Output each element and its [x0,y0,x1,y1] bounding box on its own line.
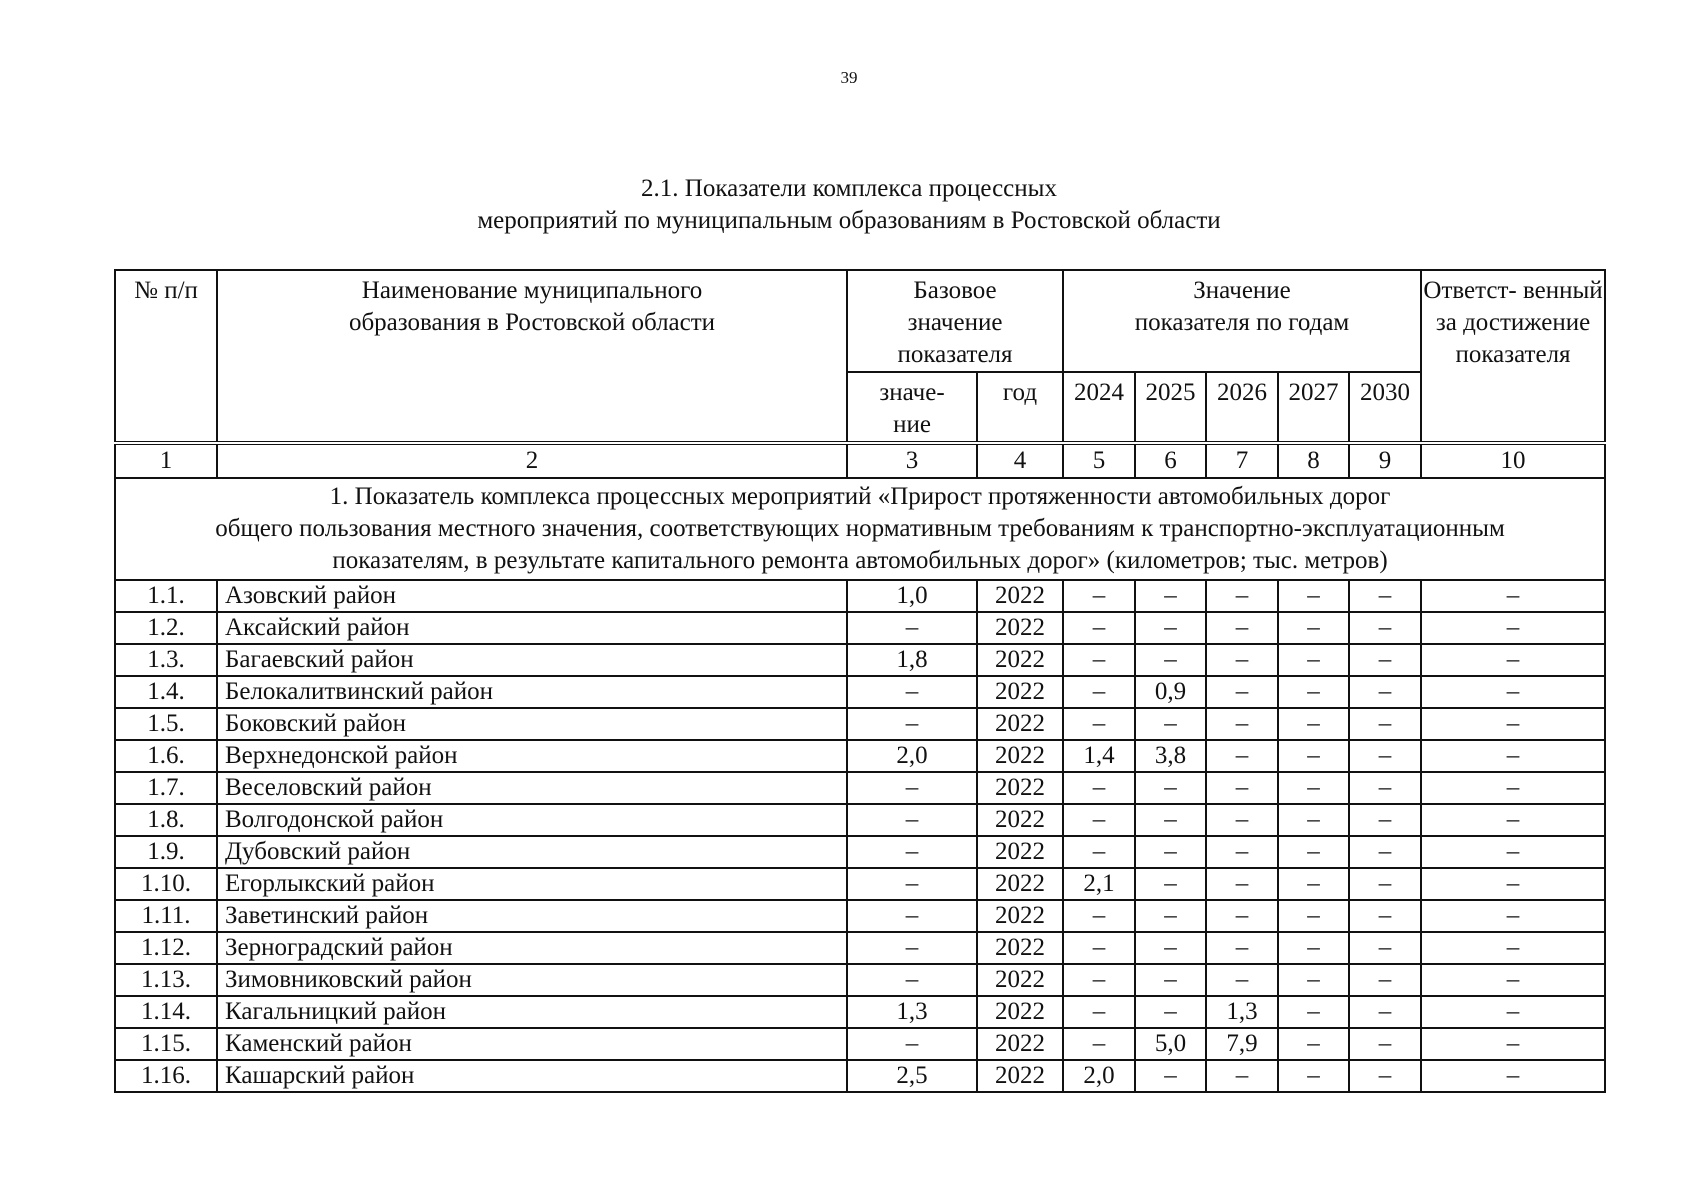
responsible: – [1421,580,1605,612]
value-2026: – [1206,740,1278,772]
base-value: – [847,900,977,932]
value-2030: – [1349,1028,1421,1060]
responsible: – [1421,932,1605,964]
value-2026: 7,9 [1206,1028,1278,1060]
table-row [115,836,1605,868]
header-base-year: год [977,372,1063,443]
value-2024: 2,0 [1063,1060,1135,1092]
header-base: Базовое значение показателя [847,270,1063,372]
column-number: 7 [1206,443,1278,478]
value-2030: – [1349,964,1421,996]
row-number: 1.9. [115,836,217,868]
row-number: 1.7. [115,772,217,804]
header-name: Наименование муниципального образования в Ростовской области [217,270,847,443]
row-number: 1.3. [115,644,217,676]
value-2025: – [1135,1060,1206,1092]
base-year: 2022 [977,772,1063,804]
indicators-table [114,269,1606,1093]
table-row [115,676,1605,708]
value-2030: – [1349,708,1421,740]
base-year: 2022 [977,996,1063,1028]
table-row [115,900,1605,932]
column-number: 8 [1278,443,1349,478]
base-value: – [847,804,977,836]
value-2024: – [1063,932,1135,964]
table-row [115,868,1605,900]
responsible: – [1421,836,1605,868]
base-value: – [847,836,977,868]
value-2026: – [1206,932,1278,964]
value-2027: – [1278,836,1349,868]
value-2030: – [1349,772,1421,804]
value-2025: – [1135,996,1206,1028]
base-value: – [847,964,977,996]
responsible: – [1421,1028,1605,1060]
header-year-2024: 2024 [1063,372,1135,443]
value-2024: 1,4 [1063,740,1135,772]
responsible: – [1421,772,1605,804]
table-row [115,1028,1605,1060]
base-year: 2022 [977,740,1063,772]
value-2026: – [1206,836,1278,868]
base-value: 2,5 [847,1060,977,1092]
base-year: 2022 [977,836,1063,868]
base-year: 2022 [977,676,1063,708]
base-value: – [847,676,977,708]
page-number: 39 [840,68,858,87]
section-heading-line-3: показателям, в результате капитального ремонта автомобильных дорог» (километров; тыс. метров) [332,547,1388,574]
value-2025: – [1135,580,1206,612]
value-2027: – [1278,932,1349,964]
table-row [115,612,1605,644]
value-2030: – [1349,644,1421,676]
column-number: 10 [1421,443,1605,478]
table-header [115,270,1605,443]
base-value: – [847,772,977,804]
municipality-name: Егорлыкский район [217,868,847,900]
value-2030: – [1349,932,1421,964]
municipality-name: Верхнедонской район [217,740,847,772]
base-year: 2022 [977,1028,1063,1060]
responsible: – [1421,996,1605,1028]
value-2030: – [1349,676,1421,708]
value-2027: – [1278,804,1349,836]
value-2024: – [1063,772,1135,804]
section-heading-line-1: 1. Показатель комплекса процессных мероприятий «Прирост протяженности автомобильных дорог [329,483,1391,510]
value-2026: – [1206,900,1278,932]
base-year: 2022 [977,964,1063,996]
base-value: – [847,1028,977,1060]
responsible: – [1421,612,1605,644]
value-2026: – [1206,708,1278,740]
value-2024: – [1063,676,1135,708]
value-2026: 1,3 [1206,996,1278,1028]
value-2025: – [1135,964,1206,996]
value-2025: – [1135,708,1206,740]
value-2024: 2,1 [1063,868,1135,900]
table-body [115,580,1605,1092]
base-year: 2022 [977,708,1063,740]
responsible: – [1421,1060,1605,1092]
value-2030: – [1349,804,1421,836]
base-value: 2,0 [847,740,977,772]
row-number: 1.10. [115,868,217,900]
value-2025: – [1135,804,1206,836]
base-value: – [847,932,977,964]
value-2027: – [1278,996,1349,1028]
value-2026: – [1206,964,1278,996]
value-2027: – [1278,676,1349,708]
value-2030: – [1349,868,1421,900]
column-number: 4 [977,443,1063,478]
responsible: – [1421,740,1605,772]
value-2024: – [1063,644,1135,676]
table-title-line-2: мероприятий по муниципальным образованиям в Ростовской области [477,207,1221,234]
base-value: – [847,868,977,900]
section-heading [115,478,1605,580]
value-2024: – [1063,708,1135,740]
table-row [115,644,1605,676]
municipality-name: Волгодонской район [217,804,847,836]
table-row [115,708,1605,740]
base-value: – [847,612,977,644]
section-heading-line-2: общего пользования местного значения, соответствующих нормативным требованиям к транспортно-эксплуатационным [215,515,1505,542]
table-row [115,772,1605,804]
table-row [115,740,1605,772]
value-2030: – [1349,612,1421,644]
value-2024: – [1063,900,1135,932]
header-base-value: значе- ние [847,372,977,443]
value-2026: – [1206,644,1278,676]
base-value: – [847,708,977,740]
responsible: – [1421,644,1605,676]
base-year: 2022 [977,1060,1063,1092]
value-2025: – [1135,644,1206,676]
value-2026: – [1206,676,1278,708]
value-2030: – [1349,996,1421,1028]
base-year: 2022 [977,612,1063,644]
value-2030: – [1349,1060,1421,1092]
value-2025: – [1135,612,1206,644]
responsible: – [1421,900,1605,932]
base-year: 2022 [977,580,1063,612]
value-2025: – [1135,836,1206,868]
column-number: 5 [1063,443,1135,478]
row-number: 1.6. [115,740,217,772]
municipality-name: Азовский район [217,580,847,612]
base-year: 2022 [977,932,1063,964]
value-2027: – [1278,580,1349,612]
base-year: 2022 [977,868,1063,900]
value-2027: – [1278,772,1349,804]
column-number: 6 [1135,443,1206,478]
value-2030: – [1349,836,1421,868]
value-2027: – [1278,1060,1349,1092]
responsible: – [1421,868,1605,900]
row-number: 1.13. [115,964,217,996]
base-year: 2022 [977,644,1063,676]
row-number: 1.16. [115,1060,217,1092]
value-2024: – [1063,836,1135,868]
value-2024: – [1063,612,1135,644]
header-year-2027: 2027 [1278,372,1349,443]
header-year-2026: 2026 [1206,372,1278,443]
municipality-name: Аксайский район [217,612,847,644]
municipality-name: Кагальницкий район [217,996,847,1028]
row-number: 1.1. [115,580,217,612]
header-year-2025: 2025 [1135,372,1206,443]
base-value: 1,8 [847,644,977,676]
row-number: 1.11. [115,900,217,932]
municipality-name: Багаевский район [217,644,847,676]
table-row [115,580,1605,612]
responsible: – [1421,804,1605,836]
value-2025: – [1135,932,1206,964]
municipality-name: Зимовниковский район [217,964,847,996]
value-2027: – [1278,644,1349,676]
value-2027: – [1278,740,1349,772]
municipality-name: Дубовский район [217,836,847,868]
table-row [115,964,1605,996]
value-2024: – [1063,964,1135,996]
row-number: 1.15. [115,1028,217,1060]
value-2027: – [1278,1028,1349,1060]
municipality-name: Белокалитвинский район [217,676,847,708]
value-2025: – [1135,772,1206,804]
value-2024: – [1063,804,1135,836]
value-2025: 5,0 [1135,1028,1206,1060]
value-2030: – [1349,580,1421,612]
table-row [115,1060,1605,1092]
column-number: 3 [847,443,977,478]
municipality-name: Зерноградский район [217,932,847,964]
value-2026: – [1206,804,1278,836]
value-2025: 0,9 [1135,676,1206,708]
base-year: 2022 [977,900,1063,932]
value-2027: – [1278,964,1349,996]
table-row [115,932,1605,964]
municipality-name: Заветинский район [217,900,847,932]
header-year-2030: 2030 [1349,372,1421,443]
value-2026: – [1206,1060,1278,1092]
municipality-name: Боковский район [217,708,847,740]
value-2024: – [1063,1028,1135,1060]
value-2026: – [1206,612,1278,644]
base-value: 1,0 [847,580,977,612]
table-title [0,173,1698,237]
value-2024: – [1063,996,1135,1028]
column-number-row [115,443,1605,580]
responsible: – [1421,708,1605,740]
value-2026: – [1206,868,1278,900]
table-row [115,804,1605,836]
header-values-by-year: Значение показателя по годам [1063,270,1421,372]
header-num: № п/п [115,270,217,443]
responsible: – [1421,964,1605,996]
header-responsible: Ответст- венный за достижение показателя [1421,270,1605,443]
value-2027: – [1278,900,1349,932]
municipality-name: Кашарский район [217,1060,847,1092]
municipality-name: Веселовский район [217,772,847,804]
row-number: 1.8. [115,804,217,836]
column-number: 2 [217,443,847,478]
table-row [115,996,1605,1028]
value-2030: – [1349,740,1421,772]
value-2026: – [1206,580,1278,612]
value-2030: – [1349,900,1421,932]
row-number: 1.12. [115,932,217,964]
base-value: 1,3 [847,996,977,1028]
row-number: 1.4. [115,676,217,708]
row-number: 1.14. [115,996,217,1028]
column-number: 9 [1349,443,1421,478]
table-title-line-1: 2.1. Показатели комплекса процессных [641,175,1057,202]
column-number: 1 [115,443,217,478]
value-2026: – [1206,772,1278,804]
row-number: 1.5. [115,708,217,740]
value-2027: – [1278,612,1349,644]
base-year: 2022 [977,804,1063,836]
municipality-name: Каменский район [217,1028,847,1060]
value-2027: – [1278,868,1349,900]
value-2027: – [1278,708,1349,740]
responsible: – [1421,676,1605,708]
value-2025: 3,8 [1135,740,1206,772]
value-2024: – [1063,580,1135,612]
value-2025: – [1135,868,1206,900]
row-number: 1.2. [115,612,217,644]
value-2025: – [1135,900,1206,932]
